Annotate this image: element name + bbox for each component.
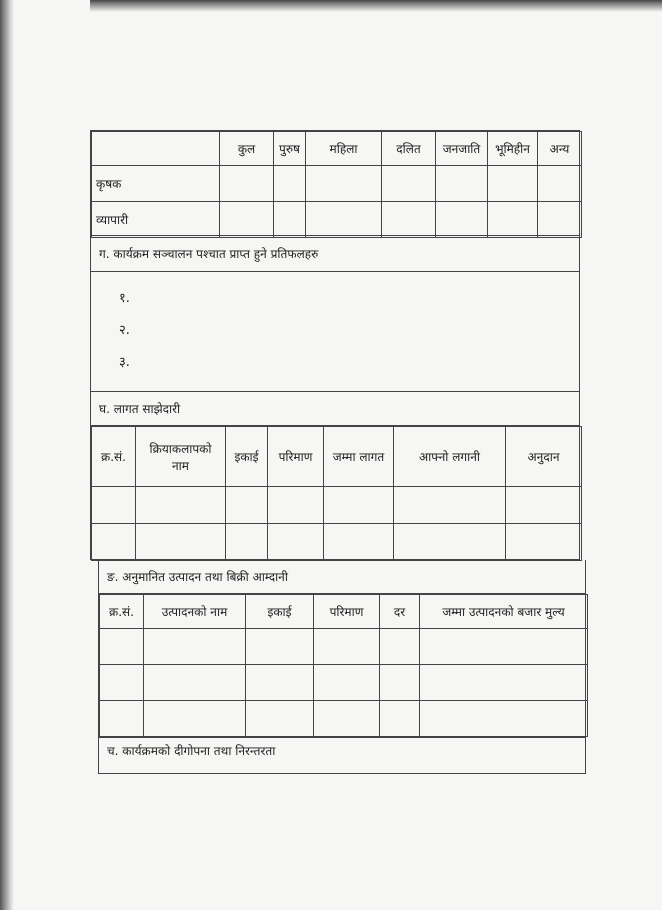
- section-g-list: [90, 272, 580, 392]
- header-cell: परिमाण: [314, 595, 380, 629]
- header-cell: जम्मा उत्पादनको बजार मुल्य: [420, 595, 588, 629]
- list-item: २.: [119, 323, 130, 338]
- population-header-row: [92, 132, 582, 166]
- section-gh-title-text: घ. लागत साझेदारी: [99, 402, 181, 416]
- production-table: [98, 594, 586, 738]
- scan-edge-left: [0, 0, 14, 910]
- header-cell: जनजाति: [436, 132, 488, 166]
- header-cell: परिमाण: [268, 427, 324, 487]
- table-row: [92, 487, 582, 524]
- header-cell: [92, 132, 220, 166]
- section-g-title-text: ग. कार्यक्रम सञ्चालन पश्चात प्राप्त हुने प्रतिफलहरु: [99, 247, 319, 261]
- header-cell: अनुदान: [506, 427, 582, 487]
- header-cell: क्र.सं.: [100, 595, 144, 629]
- header-cell: जम्मा लागत: [324, 427, 394, 487]
- production-header-row: [100, 595, 588, 629]
- section-gh-title: [90, 392, 580, 426]
- section-ng-title: [98, 560, 586, 594]
- header-cell: क्रियाकलापको नाम: [136, 427, 226, 487]
- list-item: ३.: [119, 355, 130, 370]
- header-cell: अन्य: [538, 132, 582, 166]
- header-cell: इकाई: [246, 595, 314, 629]
- header-cell: इकाई: [226, 427, 268, 487]
- table-row: [92, 524, 582, 561]
- header-cell: दलित: [382, 132, 436, 166]
- table-row: [100, 701, 588, 737]
- population-table: [90, 130, 580, 236]
- cost-header-row: [92, 427, 582, 487]
- table-row: [100, 629, 588, 665]
- scan-edge-top: [90, 0, 662, 12]
- header-cell: पुरुष: [274, 132, 306, 166]
- header-cell: आफ्नो लगानी: [394, 427, 506, 487]
- section-g-title: [90, 236, 580, 272]
- cost-sharing-table: [90, 426, 580, 560]
- table-row: [92, 166, 582, 202]
- table-row: [92, 202, 582, 238]
- header-cell: महिला: [306, 132, 382, 166]
- section-ch-title-text: च. कार्यक्रमको दीगोपना तथा निरन्तरता: [107, 744, 276, 758]
- header-cell: क्र.सं.: [92, 427, 136, 487]
- header-cell: दर: [380, 595, 420, 629]
- list-item: १.: [119, 291, 130, 306]
- header-cell: उत्पादनको नाम: [144, 595, 246, 629]
- header-cell: कुल: [220, 132, 274, 166]
- section-ch-title: [98, 738, 586, 774]
- row-label: कृषक: [92, 166, 220, 202]
- section-ng-title-text: ङ. अनुमानित उत्पादन तथा बिक्री आम्दानी: [107, 570, 288, 584]
- row-label: व्यापारी: [92, 202, 220, 238]
- table-row: [100, 665, 588, 701]
- header-cell: भूमिहीन: [488, 132, 538, 166]
